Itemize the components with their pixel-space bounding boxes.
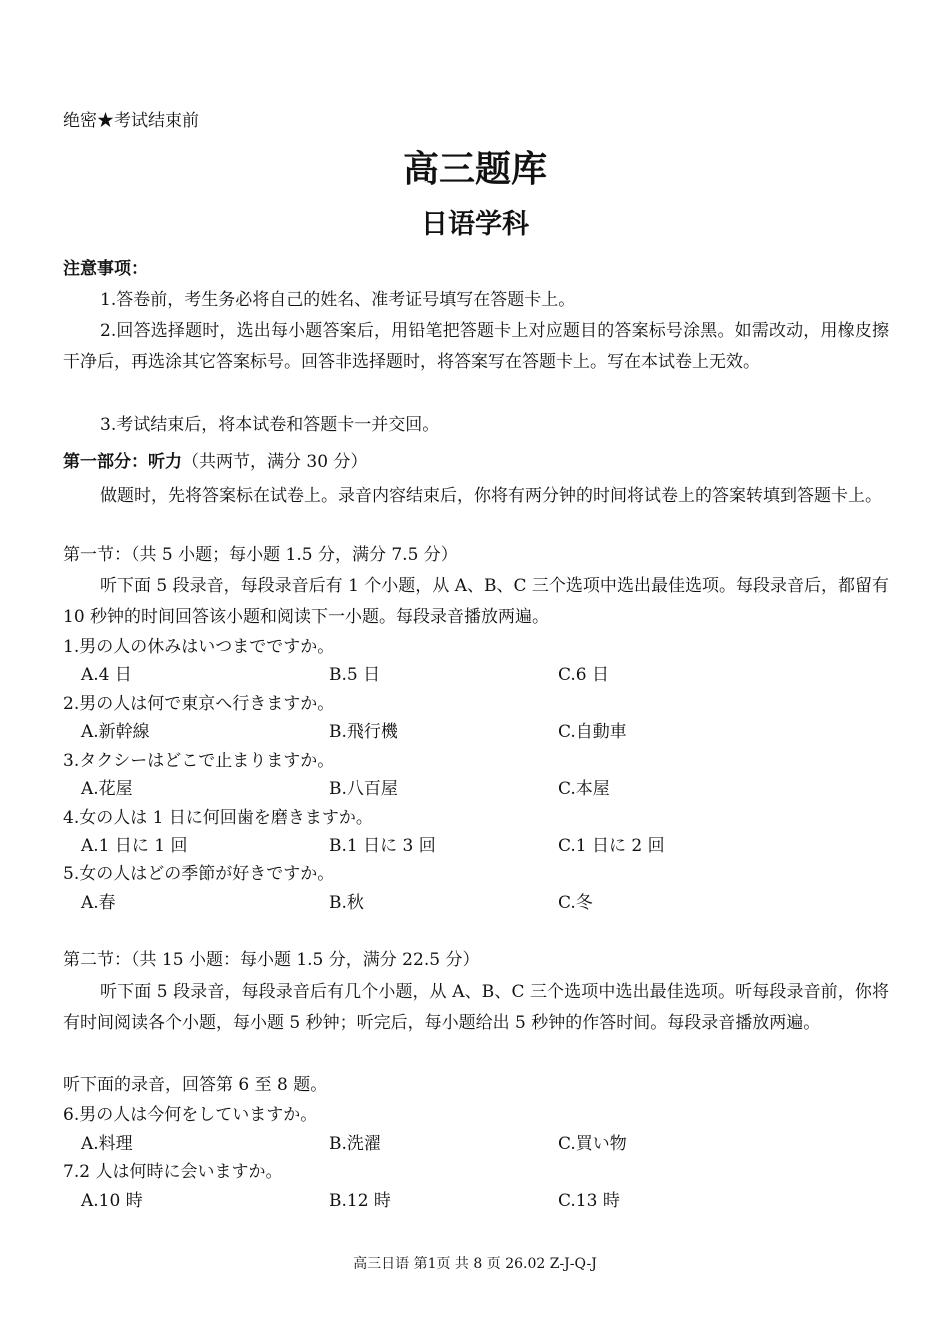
question-5-option-a: A.春 <box>81 893 116 913</box>
notice-item-2: 2.回答选择题时，选出每小题答案后，用铅笔把答题卡上对应题目的答案标号涂黑。如需改动，用橡皮擦干净后，再选涂其它答案标号。回答非选择题时，将答案写在答题卡上。写在本试卷上无效。 <box>63 321 889 372</box>
question-2-option-b: B.飛行機 <box>329 722 398 742</box>
section1-heading: 第一节：（共 5 小题；每小题 1.5 分，满分 7.5 分） <box>63 545 458 565</box>
question-7-option-b: B.12 時 <box>329 1191 391 1211</box>
question-4-option-c: C.1 日に 2 回 <box>558 836 665 856</box>
question-4-option-b: B.1 日に 3 回 <box>329 836 436 856</box>
question-5-option-b: B.秋 <box>329 893 364 913</box>
part1-intro: 做题时，先将答案标在试卷上。录音内容结束后，你将有两分钟的时间将试卷上的答案转填到答题卡上。 <box>100 486 882 506</box>
question-1-option-b: B.5 日 <box>329 665 381 685</box>
question-1-option-a: A.4 日 <box>81 665 132 685</box>
question-6-option-c: C.買い物 <box>558 1134 627 1154</box>
page-subtitle: 日语学科 <box>421 209 529 240</box>
page-title: 高三题库 <box>402 148 547 190</box>
question-7-option-a: A.10 時 <box>81 1191 143 1211</box>
page-footer: 高三日语 第1页 共 8 页 26.02 Z-J-Q-J <box>353 1256 597 1272</box>
question-3-option-c: C.本屋 <box>558 779 610 799</box>
question-5-option-c: C.冬 <box>558 893 593 913</box>
notice-heading: 注意事项： <box>63 259 148 279</box>
question-6: 6.男の人は今何をしていますか。 <box>63 1105 318 1125</box>
question-1-option-c: C.6 日 <box>558 665 610 685</box>
part1-heading <box>63 452 367 472</box>
question-2: 2.男の人は何で東京へ行きますか。 <box>63 694 335 714</box>
question-4: 4.女の人は 1 日に何回歯を磨きますか。 <box>63 808 373 828</box>
confidential-label: 绝密★考试结束前 <box>63 111 199 131</box>
section1-intro: 听下面 5 段录音，每段录音后有 1 个小题，从 A、B、C 三个选项中选出最佳选项。每段录音后，都留有 10 秒钟的时间回答该小题和阅读下一小题。每段录音播放两遍。 <box>63 576 889 627</box>
question-7-option-c: C.13 時 <box>558 1191 620 1211</box>
part1-heading-bold: 第一部分：听力 <box>63 452 182 472</box>
question-3-option-a: A.花屋 <box>81 779 133 799</box>
section2-intro: 听下面 5 段录音，每段录音后有几个小题，从 A、B、C 三个选项中选出最佳选项。听每段录音前，你将有时间阅读各个小题，每小题 5 秒钟；听完后，每小题给出 5 秒钟的作答时间。每段录音播放两遍。 <box>63 982 889 1033</box>
question-7: 7.2 人は何時に会いますか。 <box>63 1162 283 1182</box>
section2-instruction: 听下面的录音，回答第 6 至 8 题。 <box>63 1075 328 1095</box>
notice-item-3: 3.考试结束后，将本试卷和答题卡一并交回。 <box>100 415 440 435</box>
question-5: 5.女の人はどの季節が好きですか。 <box>63 864 335 884</box>
question-2-option-a: A.新幹線 <box>81 722 150 742</box>
question-4-option-a: A.1 日に 1 回 <box>81 836 188 856</box>
question-6-option-a: A.料理 <box>81 1134 133 1154</box>
question-3: 3.タクシーはどこで止まりますか。 <box>63 751 335 771</box>
question-1: 1.男の人の休みはいつまでですか。 <box>63 637 335 657</box>
question-3-option-b: B.八百屋 <box>329 779 398 799</box>
question-6-option-b: B.洗濯 <box>329 1134 381 1154</box>
part1-heading-rest: （共两节，满分 30 分） <box>182 452 368 472</box>
section2-heading: 第二节：（共 15 小题：每小题 1.5 分，满分 22.5 分） <box>63 950 480 970</box>
notice-item-1: 1.答卷前，考生务必将自己的姓名、准考证号填写在答题卡上。 <box>100 290 576 310</box>
question-2-option-c: C.自動車 <box>558 722 627 742</box>
